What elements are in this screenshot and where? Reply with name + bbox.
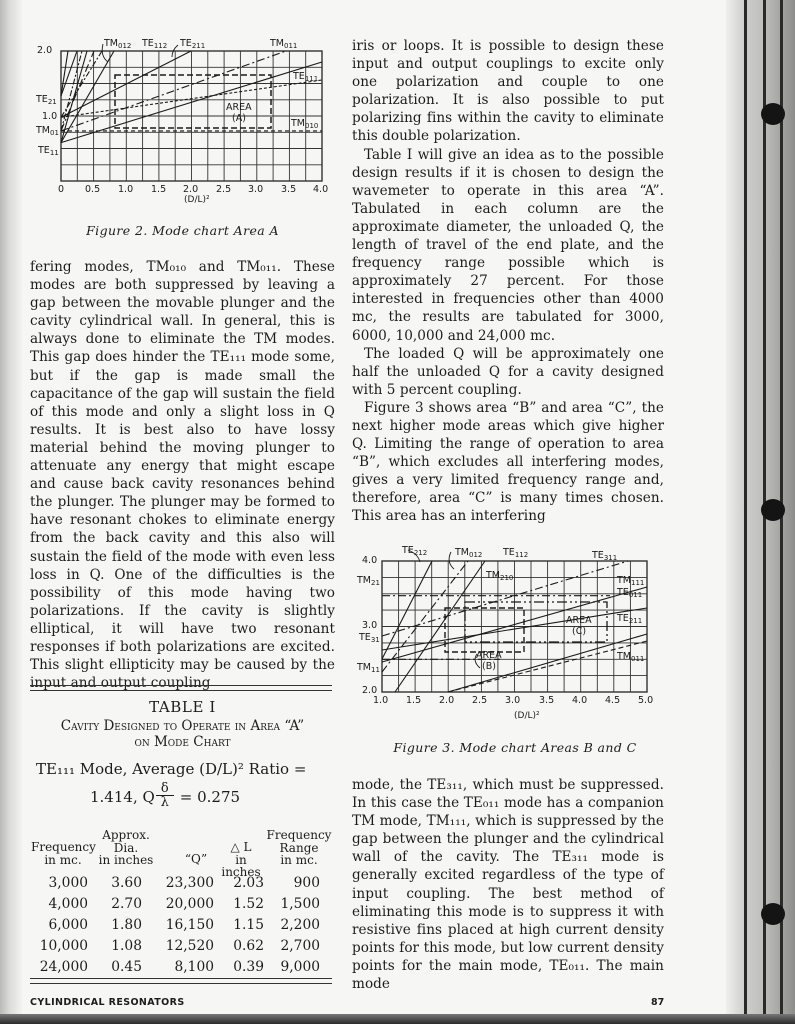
right-paragraph-4: Figure 3 shows area “B” and area “C”, the next higher mode areas which give higher Q. Limiting the range of operation to area “B”, which excludes all interfering modes, gives a very limited frequency range and, therefore, area “C” is many times chosen. This area has an interfering — [352, 399, 664, 525]
page-number: 87 — [651, 997, 665, 1008]
running-title: CYLINDRICAL RESONATORS — [30, 997, 185, 1008]
table-row: 4,000 2.70 20,000 1.52 1,500 — [48, 895, 320, 912]
formula-suffix: = 0.275 — [179, 788, 241, 806]
binder-rail — [744, 0, 747, 1024]
table-formula-line2 — [90, 781, 241, 812]
binder-strip — [726, 0, 795, 1024]
fig3-label-tm11: $TM_{11}$ — [357, 662, 380, 674]
fig3-label-te112: $TE_{112}$ — [503, 547, 529, 559]
fig2-ytick-2: 2.0 — [37, 45, 53, 56]
table-1 — [30, 698, 335, 750]
fig3-label-te31: $TE_{31}$ — [359, 632, 380, 644]
formula-numerator: δ — [156, 782, 174, 796]
fig3-label-te311: $TE_{311}$ — [592, 550, 618, 562]
formula-prefix: 1.414, Q — [90, 788, 155, 806]
table-row: 6,000 1.80 16,150 1.15 2,200 — [48, 916, 320, 933]
fig3-x-axis-label: (D/L)² — [514, 711, 540, 721]
fig3-label-tm21: $TM_{21}$ — [357, 575, 380, 587]
fig2-label-te111: $TE_{111}$ — [293, 71, 319, 83]
fig3-label-tm111: $TM_{111}$ — [617, 575, 645, 587]
fig3-ytick-2: 2.0 — [362, 685, 378, 696]
table-header-diameter: Approx. Dia. in inches — [98, 828, 154, 867]
binder-hole — [761, 499, 785, 521]
fig3-area-c-line2: (C) — [572, 626, 587, 637]
fig3-area-b-line2: (B) — [482, 661, 496, 672]
table-row: 10,000 1.08 12,520 0.62 2,700 — [39, 937, 320, 954]
fig3-label-tm210: $TM_{210}$ — [486, 570, 514, 582]
fig2-label-tm010: $TM_{010}$ — [291, 118, 319, 130]
fig3-label-te011: $TE_{011}$ — [617, 587, 643, 599]
formula-denominator: λ — [160, 795, 169, 810]
table-header-frequency: Frequency in mc. — [31, 840, 96, 867]
right-column-bottom — [352, 776, 664, 993]
table-row: 24,000 0.45 8,100 0.39 9,000 — [39, 958, 320, 975]
fig3-area-c-line1: AREA — [566, 615, 592, 626]
binder-hole — [761, 103, 785, 125]
fig3-label-tm012: $TM_{012}$ — [455, 547, 483, 559]
fig2-label-te211: $TE_{211}$ — [180, 38, 206, 50]
table-row: 3,000 3.60 23,300 2.03 900 — [48, 874, 320, 891]
table-header-q: “Q” — [184, 852, 208, 866]
figure-3-caption: Figure 3. Mode chart Areas B and C — [393, 740, 637, 755]
fig3-label-tm011: $TM_{011}$ — [617, 651, 645, 663]
table-formula-line1: TE₁₁₁ Mode, Average (D/L)² Ratio = — [36, 760, 307, 778]
fig2-label-tm012: $TM_{012}$ — [104, 38, 132, 50]
fig3-label-te212: $TE_{212}$ — [402, 545, 428, 557]
fig2-label-te11: $TE_{11}$ — [38, 145, 59, 157]
table-top-rule — [30, 685, 332, 691]
right-paragraph-1: iris or loops. It is possible to design these input and output couplings to excite only one polarization and couple to one polarization. It is also possible to put polarizing fins within the cavity to eliminate this double polarization. — [352, 38, 664, 145]
table-title: TABLE I — [149, 698, 216, 716]
fig2-x-axis-label: (D/L)² — [184, 195, 210, 205]
fig2-area-a-line1: AREA — [226, 102, 252, 113]
right-paragraph-3: The loaded Q will be approximately one half the unloaded Q for a cavity designed with 5 percent coupling. — [352, 345, 664, 398]
fig3-ytick-3: 3.0 — [362, 620, 378, 631]
scan-shadow-bottom — [0, 1014, 795, 1024]
figure-2-caption: Figure 2. Mode chart Area A — [86, 223, 279, 238]
fig2-ytick-1: 1.0 — [42, 111, 58, 122]
table-subtitle-line1: Cavity Designed to Operate in Area “A” — [60, 718, 305, 734]
binder-hole — [761, 903, 785, 925]
fig3-area-b-line1: AREA — [476, 650, 502, 661]
left-paragraph-1: fering modes, TM₀₁₀ and TM₀₁₁. These modes are both suppressed by leaving a gap between the movable plunger and the cavity cylindrical wall. In general, this is always done to eliminate the TM modes. This gap does hinder the TE₁₁₁ mode some, but if the gap is made small the capacitance of the gap will sustain the field of this mode and only a slight loss in Q results. It is best also to have lossy material behind the moving plunger to attenuate any energy that might escape and cause back cavity resonances behind the plunger. The plunger may be formed to have resonant chokes to eliminate energy from the back cavity and this also will sustain the field of the mode with even less loss in Q. One of the difficulties is the possibility of this mode having two polarizations. If the cavity is slightly elliptical, it will have two resonant responses if both polarizations are excited. This slight ellipticity may be caused by the input and output coupling — [30, 259, 335, 692]
table-1-body — [38, 872, 320, 977]
fig2-area-a-line2: (A) — [232, 113, 246, 124]
fig3-label-te211: $TE_{211}$ — [617, 613, 643, 625]
fig3-ytick-4: 4.0 — [362, 555, 378, 566]
fig2-label-te21: $TE_{21}$ — [36, 94, 57, 106]
table-bottom-rule — [30, 978, 332, 984]
fig2-label-tm011: $TM_{011}$ — [270, 38, 298, 50]
fig2-label-tm01: $TM_{01}$ — [36, 125, 59, 137]
fig2-label-te112: $TE_{112}$ — [142, 38, 168, 50]
table-header-delta-l: △ L in inches — [221, 840, 261, 879]
left-column — [30, 258, 335, 692]
table-subtitle-line2: on Mode Chart — [134, 734, 231, 750]
right-column-top — [352, 37, 664, 526]
figure-3-chart — [340, 540, 670, 710]
table-header-range: Frequency Range in mc. — [266, 828, 332, 867]
right-paragraph-5: mode, the TE₃₁₁, which must be suppressed. In this case the TE₀₁₁ mode has a companion TM mode, TM₁₁₁, which is suppressed by the gap between the plunger and the cylindrical wall of the cavity. The TE₃₁₁ mode is generally excited regardless of the type of input coupling. The best method of eliminating this mode is to suppress it with resistive fins placed at high current density points for this mode, but low current density points for the main mode, TE₀₁₁. The main mode — [352, 777, 664, 993]
right-paragraph-2: Table I will give an idea as to the possible design results if it is chosen to design the wavemeter to operate in this area “A”. Tabulated in each column are the approximate diameter, the unloaded Q, the length of travel of the end plate, and the frequency range possible which is approximately 27 percent. For those interested in frequencies other than 4000 mc, the results are tabulated for 3000, 6000, 10,000 and 24,000 mc. — [352, 146, 664, 344]
